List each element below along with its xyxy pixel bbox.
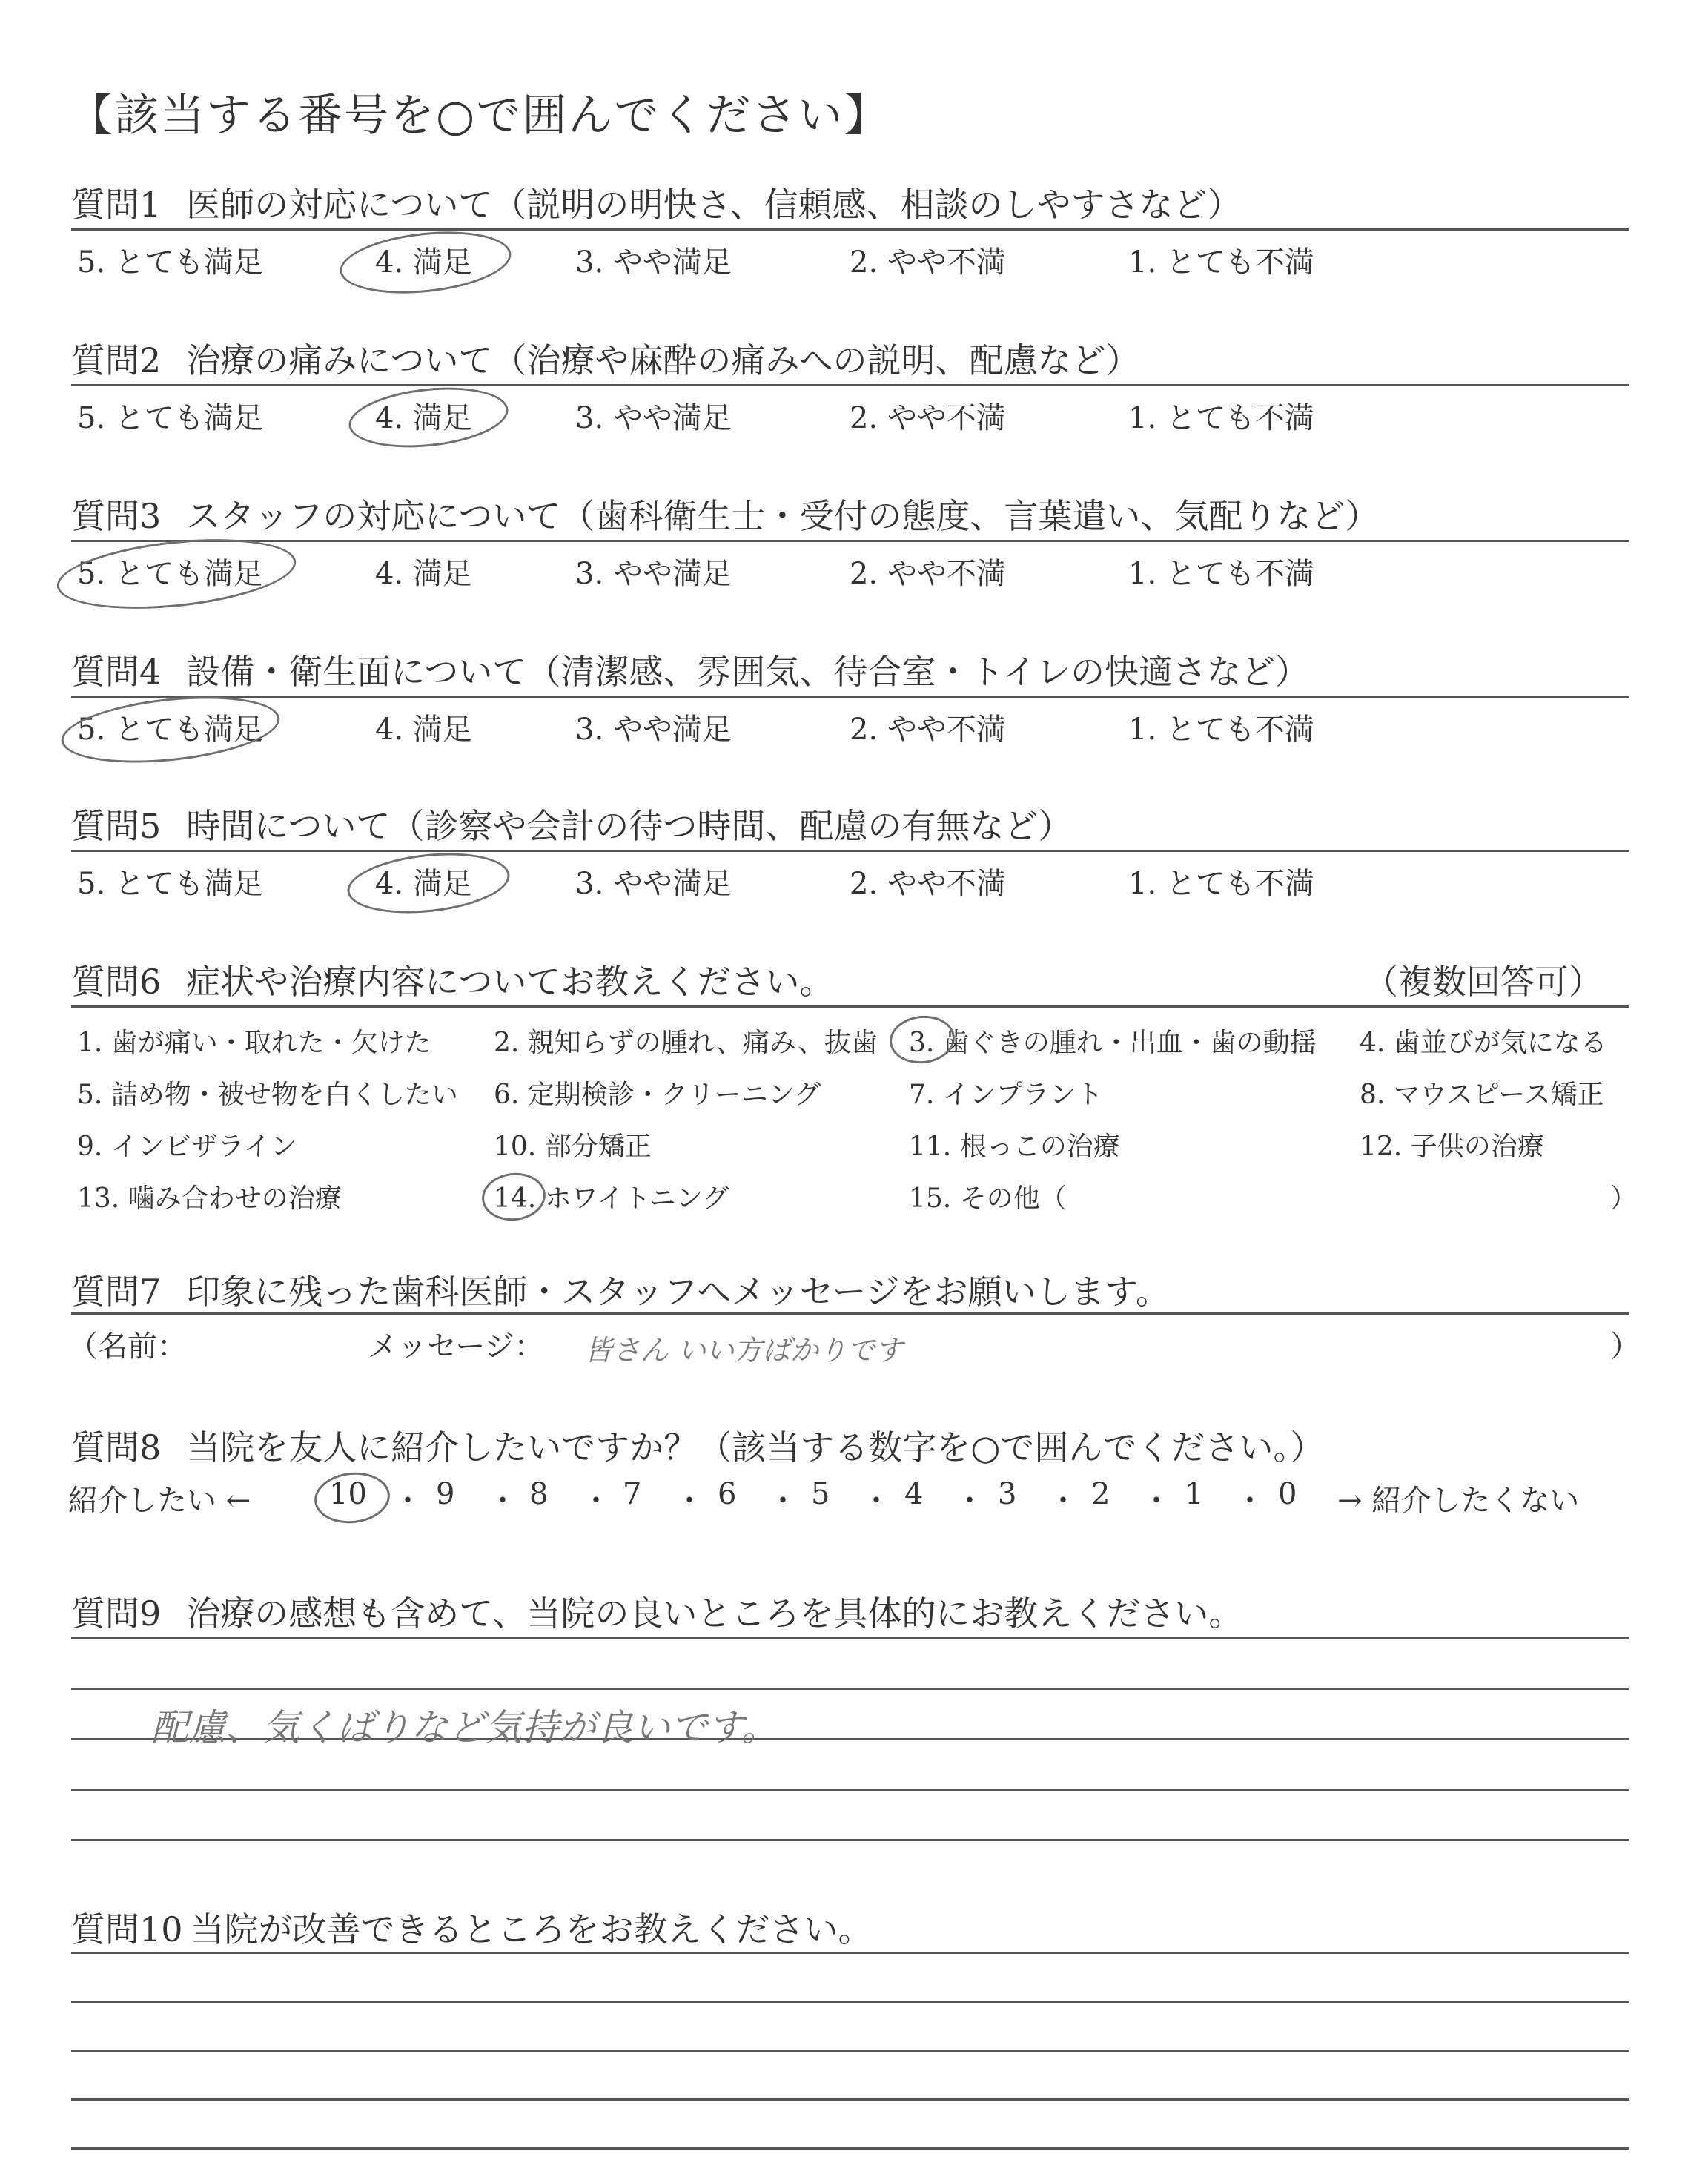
question-5-options xyxy=(0,860,1708,905)
question-number: 質問7 xyxy=(71,1272,162,1312)
divider xyxy=(71,228,1629,231)
selection-circle xyxy=(337,224,514,301)
score-8[interactable]: 8 xyxy=(529,1477,549,1511)
scale-left-label: 紹介したい ← xyxy=(68,1484,251,1518)
question-text: 当院が改善できるところをお教えください。 xyxy=(190,1909,873,1949)
other-close-paren: ） xyxy=(1610,1183,1638,1214)
option-1[interactable]: 1. とても不満 xyxy=(1128,401,1314,435)
option-5[interactable]: 5. とても満足 xyxy=(77,245,263,280)
divider xyxy=(71,1005,1629,1008)
selection-circle xyxy=(346,380,512,455)
question-number: 質問3 xyxy=(71,496,162,536)
score-6[interactable]: 6 xyxy=(718,1477,737,1511)
question-number: 質問8 xyxy=(71,1427,162,1467)
name-label: （名前： xyxy=(68,1330,187,1364)
answer-line xyxy=(71,1789,1629,1791)
multiple-answers-note: （複数回答可） xyxy=(1364,962,1603,1002)
symptom-option-14[interactable]: 14. ホワイトニング xyxy=(494,1183,729,1214)
question-1-options xyxy=(0,239,1708,283)
question-text: 設備・衛生面について（清潔感、雰囲気、待合室・トイレの快適さなど） xyxy=(186,652,1310,692)
option-1[interactable]: 1. とても不満 xyxy=(1128,557,1314,591)
answer-line xyxy=(71,2098,1629,2101)
selection-circle xyxy=(53,529,299,618)
question-text: 治療の痛みについて（治療や麻酔の痛みへの説明、配慮など） xyxy=(186,340,1140,380)
option-5[interactable]: 5. とても満足 xyxy=(77,401,263,435)
question-3-heading xyxy=(71,489,1379,538)
divider xyxy=(71,540,1629,542)
question-text: 治療の感想も含めて、当院の良いところを具体的にお教えください。 xyxy=(186,1593,1243,1634)
answer-line xyxy=(71,2001,1629,2003)
score-2[interactable]: 2 xyxy=(1091,1477,1110,1511)
score-7[interactable]: 7 xyxy=(623,1477,642,1511)
symptom-option-12[interactable]: 12. 子供の治療 xyxy=(1360,1132,1544,1162)
symptom-option-9[interactable]: 9. インビザライン xyxy=(77,1132,297,1162)
symptom-option-10[interactable]: 10. 部分矯正 xyxy=(494,1132,652,1162)
divider xyxy=(71,696,1629,698)
question-number: 質問1 xyxy=(71,185,162,225)
option-3[interactable]: 3. やや満足 xyxy=(575,557,732,591)
option-4[interactable]: 4. 満足 xyxy=(375,401,472,435)
question-text: 印象に残った歯科医師・スタッフへメッセージをお願いします。 xyxy=(186,1272,1170,1312)
question-5-heading xyxy=(71,799,1072,848)
message-close-paren: ） xyxy=(1610,1330,1640,1364)
option-1[interactable]: 1. とても不満 xyxy=(1128,245,1314,280)
question-4-heading xyxy=(71,645,1309,694)
symptom-option-7[interactable]: 7. インプラント xyxy=(909,1080,1103,1110)
score-1[interactable]: 1 xyxy=(1185,1477,1204,1511)
answer-line xyxy=(71,2147,1629,2150)
option-3[interactable]: 3. やや満足 xyxy=(575,245,732,280)
option-4[interactable]: 4. 満足 xyxy=(375,245,472,280)
symptom-option-1[interactable]: 1. 歯が痛い・取れた・欠けた xyxy=(77,1028,431,1058)
question-10-heading xyxy=(71,1903,873,1952)
question-text: 当院を友人に紹介したいですか？（該当する数字を○で囲んでください。） xyxy=(186,1427,1325,1467)
symptom-option-13[interactable]: 13. 噛み合わせの治療 xyxy=(77,1183,342,1214)
score-9[interactable]: 9 xyxy=(436,1477,455,1511)
option-2[interactable]: 2. やや不満 xyxy=(850,401,1006,435)
selection-circle xyxy=(58,687,282,772)
question-2-heading xyxy=(71,334,1139,383)
question-9-heading xyxy=(71,1587,1242,1636)
scale-right-label: → 紹介したくない xyxy=(1337,1484,1580,1518)
question-8-heading xyxy=(71,1421,1324,1470)
question-number: 質問4 xyxy=(71,652,162,692)
option-4[interactable]: 4. 満足 xyxy=(375,557,472,591)
option-2[interactable]: 2. やや不満 xyxy=(850,713,1006,747)
option-5[interactable]: 5. とても満足 xyxy=(77,713,263,747)
symptom-option-11[interactable]: 11. 根っこの治療 xyxy=(909,1132,1120,1162)
recommendation-scale: 紹介したい ← 10 ・ 9 ・ 8 ・ 7 ・ 6 ・ 5 ・ 4 ・ 3 ・ 2 ・ 1 ・ 0 → 紹介したくない xyxy=(68,1477,1640,1522)
symptom-option-5[interactable]: 5. 詰め物・被せ物を白くしたい xyxy=(77,1080,458,1110)
question-1-heading xyxy=(71,178,1242,227)
symptom-option-2[interactable]: 2. 親知らずの腫れ、痛み、抜歯 xyxy=(494,1028,878,1058)
question-text: 時間について（診察や会計の待つ時間、配慮の有無など） xyxy=(186,806,1073,846)
option-3[interactable]: 3. やや満足 xyxy=(575,867,732,901)
question-number: 質問10 xyxy=(71,1909,183,1949)
symptom-option-3[interactable]: 3. 歯ぐきの腫れ・出血・歯の動揺 xyxy=(909,1028,1317,1058)
symptom-option-4[interactable]: 4. 歯並びが気になる xyxy=(1360,1028,1607,1058)
symptom-option-6[interactable]: 6. 定期検診・クリーニング xyxy=(494,1080,821,1110)
answer-line xyxy=(71,2050,1629,2052)
symptom-option-8[interactable]: 8. マウスピース矯正 xyxy=(1360,1080,1604,1110)
question-text: スタッフの対応について（歯科衛生士・受付の態度、言葉遣い、気配りなど） xyxy=(186,496,1380,536)
option-2[interactable]: 2. やや不満 xyxy=(850,245,1006,280)
option-3[interactable]: 3. やや満足 xyxy=(575,713,732,747)
answer-line xyxy=(71,1637,1629,1639)
divider xyxy=(71,1312,1629,1315)
divider xyxy=(71,850,1629,852)
option-4[interactable]: 4. 満足 xyxy=(375,713,472,747)
score-3[interactable]: 3 xyxy=(998,1477,1017,1511)
symptom-option-15[interactable]: 15. その他（ xyxy=(909,1183,1067,1214)
answer-line xyxy=(71,1839,1629,1841)
question-4-options xyxy=(0,706,1708,750)
handwritten-answer[interactable]: 配慮、気くばりなど気持が良いです。 xyxy=(151,1706,778,1749)
score-5[interactable]: 5 xyxy=(811,1477,830,1511)
option-2[interactable]: 2. やや不満 xyxy=(850,557,1006,591)
question-3-options xyxy=(0,550,1708,595)
question-text: 医師の対応について（説明の明快さ、信頼感、相談のしやすさなど） xyxy=(186,185,1242,225)
question-number: 質問6 xyxy=(71,962,162,1002)
option-3[interactable]: 3. やや満足 xyxy=(575,401,732,435)
question-number: 質問9 xyxy=(71,1593,162,1634)
question-number: 質問2 xyxy=(71,340,162,380)
option-1[interactable]: 1. とても不満 xyxy=(1128,867,1314,901)
question-7-heading xyxy=(71,1265,1170,1314)
selection-circle xyxy=(345,846,513,921)
handwritten-message[interactable]: 皆さん いい方ばかりです xyxy=(584,1334,904,1367)
form-title: 【該当する番号を○で囲んでください】 xyxy=(68,90,890,142)
selection-circle xyxy=(312,1469,393,1527)
score-10[interactable]: 10 xyxy=(329,1477,367,1511)
option-1[interactable]: 1. とても不満 xyxy=(1128,713,1314,747)
option-2[interactable]: 2. やや不満 xyxy=(850,867,1006,901)
question-2-options xyxy=(0,394,1708,439)
answer-line xyxy=(71,1952,1629,1954)
answer-line xyxy=(71,1688,1629,1690)
option-5[interactable]: 5. とても満足 xyxy=(77,557,263,591)
option-4[interactable]: 4. 満足 xyxy=(375,867,472,901)
question-text: 症状や治療内容についてお教えください。 xyxy=(186,962,834,1002)
question-number: 質問5 xyxy=(71,806,162,846)
question-6-heading xyxy=(71,955,833,1004)
score-4[interactable]: 4 xyxy=(904,1477,924,1511)
score-0[interactable]: 0 xyxy=(1278,1477,1297,1511)
divider xyxy=(71,384,1629,386)
message-label: メッセージ： xyxy=(368,1330,544,1364)
option-5[interactable]: 5. とても満足 xyxy=(77,867,263,901)
